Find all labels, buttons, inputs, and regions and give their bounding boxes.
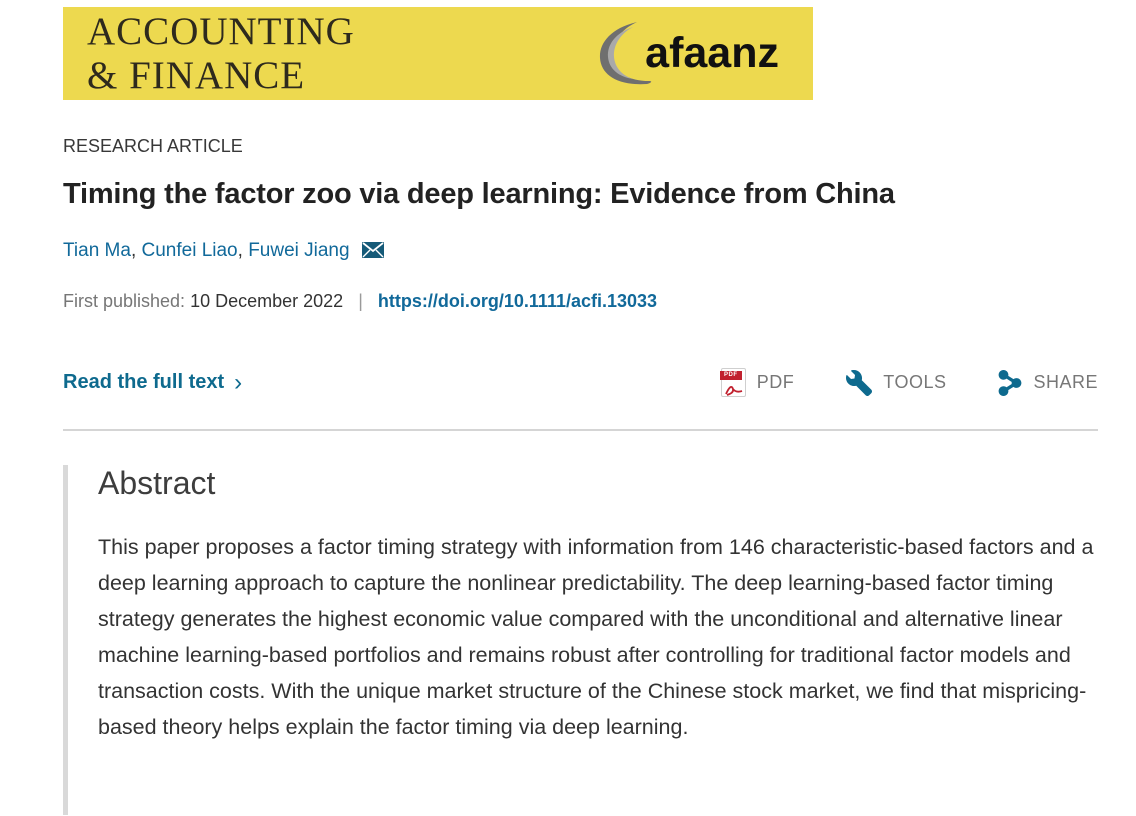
pdf-button[interactable] <box>721 368 795 397</box>
page-title: Timing the factor zoo via deep learning: Evidence from China <box>63 178 895 210</box>
share-button-label: SHARE <box>1033 372 1098 392</box>
journal-title-line1: ACCOUNTING <box>87 9 355 53</box>
author-link-fuwei-jiang[interactable]: Fuwei Jiang <box>248 240 350 261</box>
author-link-cunfei-liao[interactable]: Cunfei Liao <box>141 240 238 261</box>
abstract-section <box>63 465 1098 815</box>
first-published-label: First published: <box>63 291 186 311</box>
section-divider <box>63 429 1098 431</box>
author-link-tian-ma[interactable]: Tian Ma <box>63 240 131 261</box>
tools-button[interactable] <box>846 370 946 396</box>
read-full-text-label: Read the full text <box>63 371 225 393</box>
journal-title <box>87 10 355 98</box>
author-list <box>63 240 1098 264</box>
pdf-icon-badge: PDF <box>720 371 742 380</box>
read-full-text-link[interactable] <box>63 368 243 396</box>
author-separator: , <box>237 240 249 261</box>
chevron-right-icon: › <box>234 368 243 396</box>
afaanz-logo-text: afaanz <box>645 29 779 77</box>
author-separator: , <box>130 240 142 261</box>
actions-row <box>63 368 1098 397</box>
doi-link[interactable]: https://doi.org/10.1111/acfi.13033 <box>377 291 658 311</box>
first-published-date: 10 December 2022 <box>190 291 344 311</box>
pdf-icon <box>721 368 746 397</box>
afaanz-logo <box>591 21 779 87</box>
share-icon <box>998 370 1022 396</box>
journal-title-line2: & FINANCE <box>87 53 306 97</box>
envelope-icon[interactable] <box>362 242 384 263</box>
pdf-button-label: PDF <box>756 372 795 392</box>
share-button[interactable] <box>998 370 1098 396</box>
abstract-heading: Abstract <box>98 465 216 501</box>
article-type-label: RESEARCH ARTICLE <box>63 136 243 156</box>
publication-info <box>63 291 1098 312</box>
tools-button-label: TOOLS <box>883 372 947 392</box>
article-page <box>0 7 1136 815</box>
journal-banner <box>63 7 813 100</box>
wrench-icon <box>846 370 872 396</box>
abstract-text: This paper proposes a factor timing strategy with information from 146 characteristic-based factors and a deep learning approach to capture the nonlinear predictability. The deep learning-based factor timing strategy generates the highest economic value compared with the unconditional and alternative linear machine learning-based portfolios and remains robust after controlling for traditional factor models and transaction costs. With the unique market structure of the Chinese stock market, we find that mispricing-based theory helps explain the factor timing via deep learning. <box>98 535 1094 739</box>
separator-pipe: | <box>358 291 363 311</box>
action-buttons <box>721 368 1098 397</box>
